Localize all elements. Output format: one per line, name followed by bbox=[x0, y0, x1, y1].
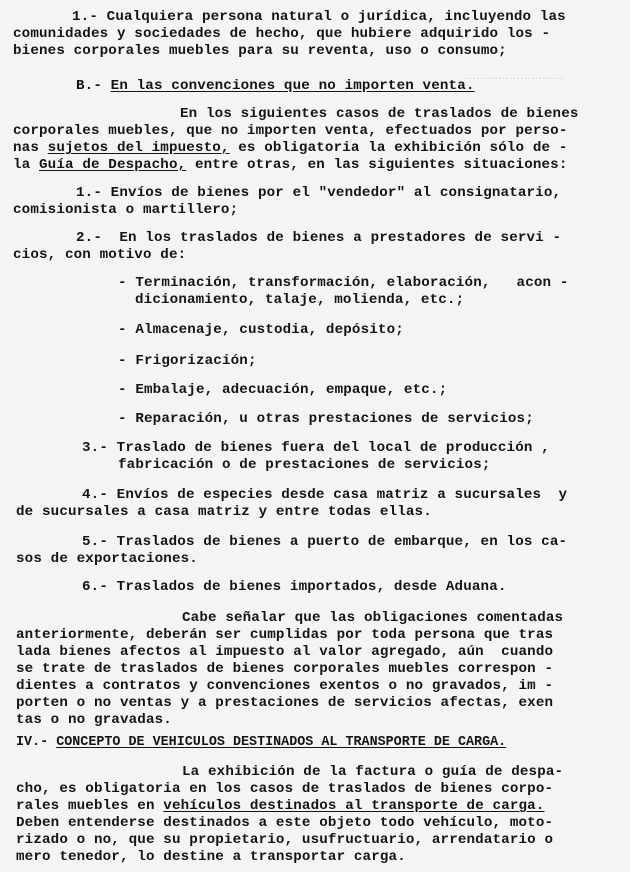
bullet-terminacion-line2: dicionamiento, talaje, molienda, etc.; bbox=[135, 292, 465, 308]
section-iv-para-line6: mero tenedor, lo destine a transportar carga. bbox=[16, 849, 406, 865]
closing-para-line4: se trate de traslados de bienes corporales muebles correspon - bbox=[16, 661, 554, 677]
case4-line2: de sucursales a casa matriz y entre todas ellas. bbox=[16, 504, 432, 520]
closing-para-line1: Cabe señalar que las obligaciones comentadas bbox=[182, 610, 564, 626]
section-iv-title: CONCEPTO DE VEHICULOS DESTINADOS AL TRANSPORTE DE CARGA. bbox=[56, 735, 507, 750]
case3-line2: fabricación o de prestaciones de servicios; bbox=[118, 457, 491, 473]
case3-line1: 3.- Traslado de bienes fuera del local de producción , bbox=[82, 440, 550, 456]
closing-para-line7: tas o no gravadas. bbox=[16, 712, 172, 728]
bullet-terminacion-line1: - Terminación, transformación, elaboración, acon - bbox=[118, 275, 569, 291]
section-b-para-line2: corporales muebles, que no importen venta, efectuados por perso- bbox=[13, 123, 568, 139]
closing-para-line6: porten o no ventas y a prestaciones de servicios afectas, exen bbox=[16, 695, 554, 711]
section-iv-para-line3 bbox=[16, 798, 545, 815]
section-iv-para-line1: La exhibición de la factura o guía de despa- bbox=[182, 764, 564, 780]
case1-line1: 1.- Envíos de bienes por el "vendedor" al consignatario, bbox=[76, 185, 562, 201]
section-iv-para-line4: Deben entenderse destinados a este objeto todo vehículo, moto- bbox=[16, 815, 554, 831]
case2-line1: 2.- En los traslados de bienes a prestadores de servi - bbox=[76, 230, 562, 246]
section-b-para-line1: En los siguientes casos de traslados de bienes bbox=[180, 106, 579, 122]
closing-para-line3: lada bienes afectos al impuesto al valor agregado, aún cuando bbox=[16, 644, 554, 660]
section-iv-para-line2: cho, es obligatoria en los casos de traslados de bienes corpo- bbox=[16, 781, 554, 797]
bullet-embalaje: - Embalaje, adecuación, empaque, etc.; bbox=[118, 382, 448, 398]
case4-line1: 4.- Envíos de especies desde casa matriz a sucursales y bbox=[82, 487, 568, 503]
section-b-number: B.- bbox=[76, 78, 111, 94]
underlined-vehiculos-carga: vehículos destinados al transporte de carga. bbox=[163, 798, 545, 814]
bullet-reparacion: - Reparación, u otras prestaciones de servicios; bbox=[118, 411, 534, 427]
item1-line3: bienes corporales muebles para su reventa, uso o consumo; bbox=[13, 43, 507, 59]
section-iv-number: IV.- bbox=[16, 735, 57, 750]
case2-line2: cios, con motivo de: bbox=[13, 247, 187, 263]
para-line3-prefix: nas bbox=[13, 140, 48, 156]
underlined-guia-despacho: Guía de Despacho, bbox=[39, 157, 187, 173]
case5-line1: 5.- Traslados de bienes a puerto de embarque, en los ca- bbox=[82, 534, 568, 550]
para-line4-suffix: entre otras, en las siguientes situaciones: bbox=[186, 157, 568, 173]
section-b-para-line3 bbox=[13, 140, 568, 157]
bullet-frigorizacion: - Frigorización; bbox=[118, 353, 257, 369]
bullet-almacenaje: - Almacenaje, custodia, depósito; bbox=[118, 322, 404, 338]
para-iv-line3-prefix: rales muebles en bbox=[16, 798, 164, 814]
section-b-para-line4 bbox=[13, 157, 568, 174]
section-b-heading bbox=[76, 78, 475, 95]
item1-line2: comunidades y sociedades de hecho, que hubiere adquirido los - bbox=[13, 26, 551, 42]
case6-line: 6.- Traslados de bienes importados, desde Aduana. bbox=[82, 579, 507, 595]
section-iv-para-line5: rizado o no, que su propietario, usufructuario, arrendatario o bbox=[16, 832, 554, 848]
item1-line1: 1.- Cualquiera persona natural o jurídica, incluyendo las bbox=[72, 9, 566, 25]
section-b-title: En las convenciones que no importen venta. bbox=[110, 78, 475, 94]
closing-para-line5: dientes a contratos y convenciones exentos o no gravados, im - bbox=[16, 678, 554, 694]
closing-para-line2: anteriormente, deberán ser cumplidas por toda persona que tras bbox=[16, 627, 554, 643]
underlined-sujetos: sujetos del impuesto, bbox=[47, 140, 230, 156]
para-line3-suffix: es obligatoria la exhibición sólo de - bbox=[229, 140, 568, 156]
bleed-through-marks: ……………………… bbox=[465, 70, 564, 82]
para-line4-prefix: la bbox=[13, 157, 39, 173]
case5-line2: sos de exportaciones. bbox=[16, 551, 198, 567]
section-iv-heading bbox=[16, 734, 506, 751]
case1-line2: comisionista o martillero; bbox=[13, 202, 239, 218]
